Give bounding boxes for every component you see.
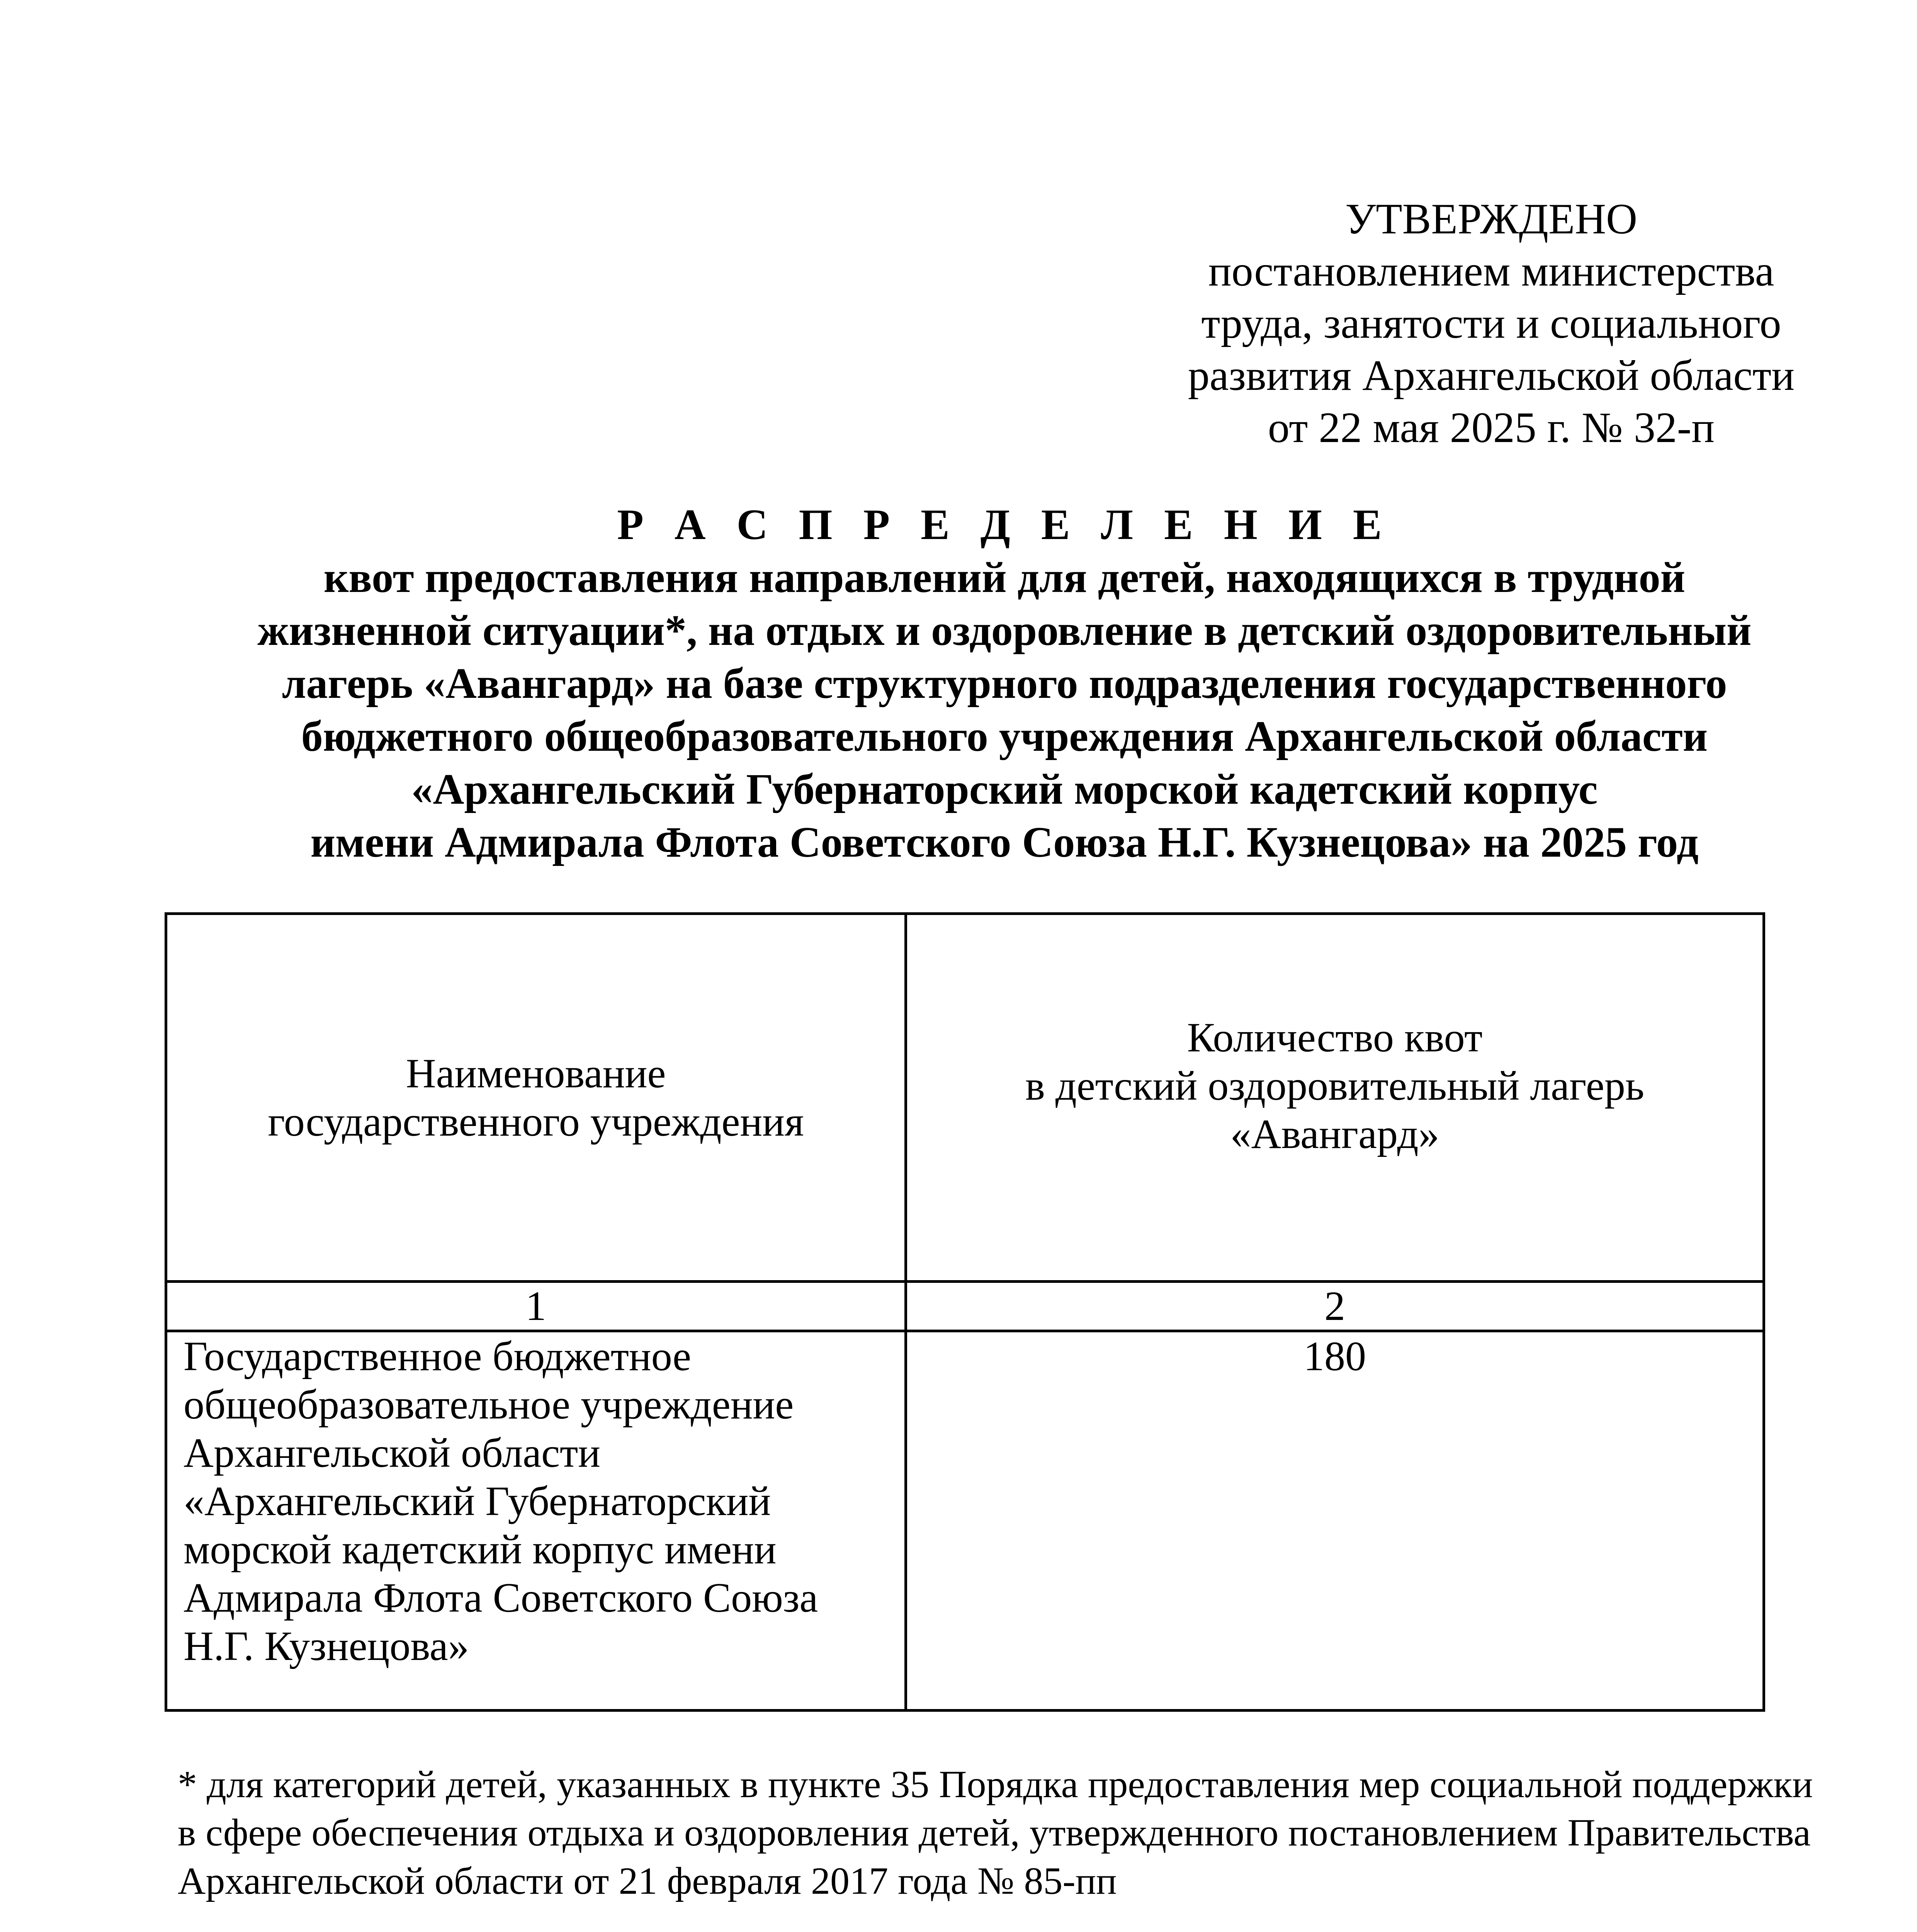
institution-name-line: морской кадетский корпус имени (184, 1527, 777, 1573)
title-line: имени Адмирала Флота Советского Союза Н.Г. Кузнецова» на 2025 год (310, 818, 1699, 866)
header-text: Наименование (406, 1050, 666, 1097)
institution-name-line: общеобразовательное учреждение (184, 1382, 794, 1428)
footnote-line: * для категорий детей, указанных в пункте 35 Порядка предоставления мер социальной поддержки (178, 1763, 1813, 1806)
approval-line: от 22 мая 2025 г. № 32-п (1268, 404, 1715, 452)
table-header-row (166, 914, 1764, 1282)
header-text: Количество квот (1187, 1015, 1483, 1061)
column-number-cell: 2 (906, 1282, 1764, 1331)
institution-name-line: Архангельской области (184, 1430, 600, 1476)
approval-stamp (1136, 193, 1847, 454)
column-number-row (166, 1282, 1764, 1331)
document-title (162, 498, 1847, 869)
approval-line: развития Архангельской области (1188, 352, 1795, 400)
header-text: в детский оздоровительный лагерь (1025, 1063, 1645, 1109)
quota-value-cell: 180 (906, 1331, 1764, 1711)
footnote-line: в сфере обеспечения отдыха и оздоровления детей, утвержденного постановлением Правительства (178, 1811, 1811, 1854)
institution-name-line: «Архангельский Губернаторский (184, 1478, 771, 1524)
title-heading: Р А С П Р Е Д Е Л Е Н И Е (617, 501, 1392, 549)
title-line: лагерь «Авангард» на базе структурного подразделения государственного (282, 660, 1727, 707)
approval-line: труда, занятости и социального (1201, 299, 1781, 347)
title-line: бюджетного общеобразовательного учреждения Архангельской области (301, 713, 1708, 760)
header-text: «Авангард» (1230, 1111, 1439, 1157)
column-number-cell: 1 (166, 1282, 906, 1331)
footnote-line: Архангельской области от 21 февраля 2017 года № 85-пп (178, 1859, 1117, 1902)
institution-name-line: Адмирала Флота Советского Союза (184, 1575, 818, 1621)
title-line: квот предоставления направлений для детей, находящихся в трудной (323, 554, 1686, 602)
institution-name-line: Государственное бюджетное (184, 1333, 691, 1379)
header-cell-quota (906, 914, 1764, 1282)
quota-table (165, 912, 1765, 1712)
header-cell-institution (166, 914, 906, 1282)
footnote (178, 1760, 1812, 1905)
approval-line: постановлением министерства (1208, 247, 1774, 295)
approval-line: УТВЕРЖДЕНО (1345, 195, 1638, 243)
title-line: жизненной ситуации*, на отдых и оздоровление в детский оздоровительный (257, 607, 1752, 655)
header-text: государственного учреждения (268, 1099, 804, 1145)
title-line: «Архангельский Губернаторский морской кадетский корпус (411, 765, 1598, 813)
table-row (166, 1331, 1764, 1711)
institution-name-cell (166, 1331, 906, 1711)
institution-name-line: Н.Г. Кузнецова» (184, 1623, 469, 1669)
